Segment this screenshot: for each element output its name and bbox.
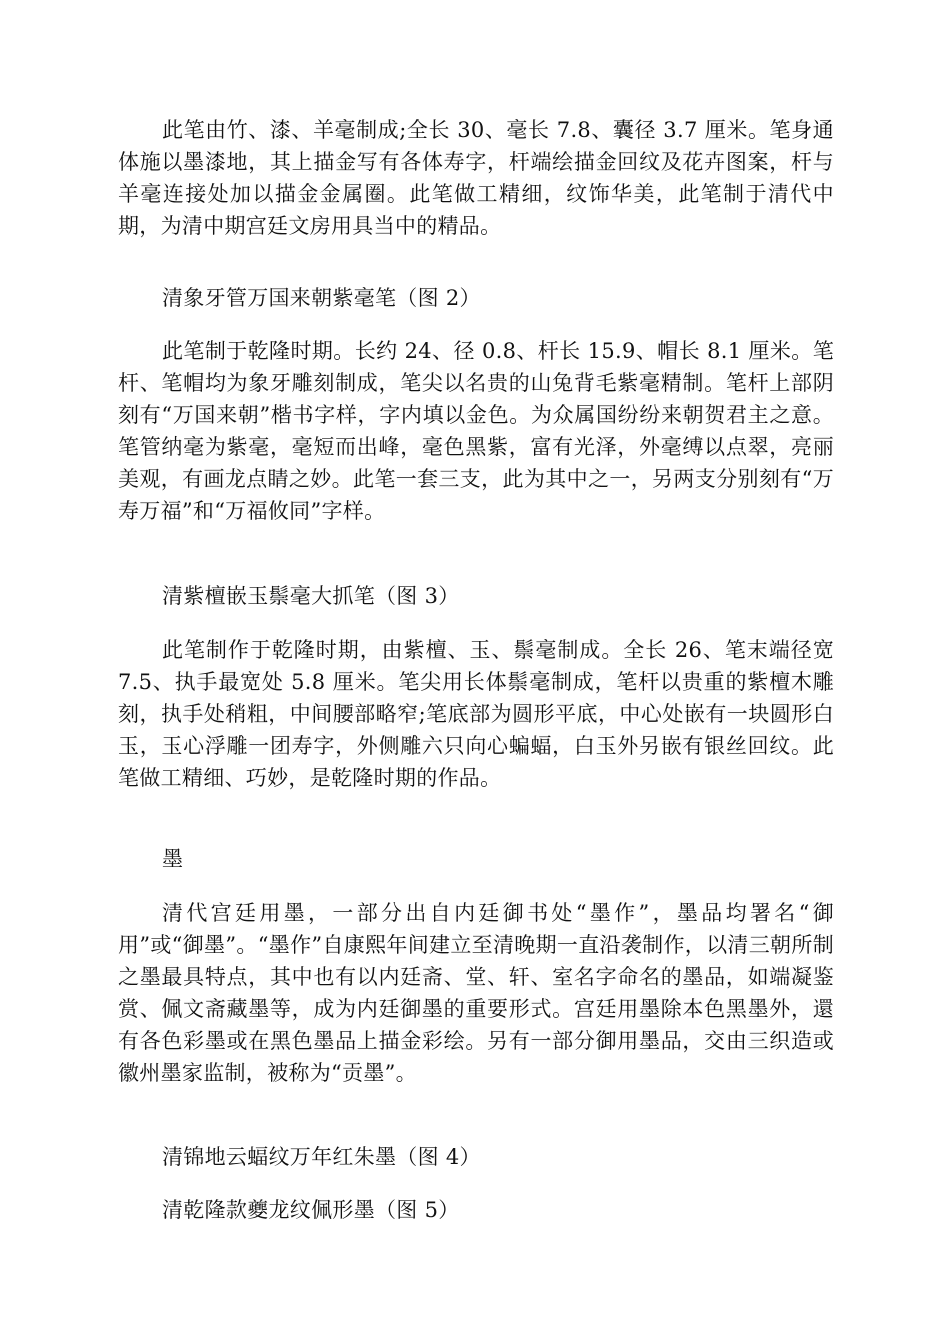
heading-red-ink-stick: 清锦地云蝠纹万年红朱墨（图 4） bbox=[162, 1145, 481, 1169]
paragraph-ink-description: 清代宫廷用墨，一部分出自内廷御书处“墨作”，墨品均署名“御用”或“御墨”。“墨作”自康熙年间建立至清晚期一直沿袭制作，以清三朝所制之墨最具特点，其中也有以内廷斋、堂、轩、室名字命名的墨品，如端凝鉴赏、佩文斋藏墨等，成为内廷御墨的重要形式。宫廷用墨除本色黑墨外，還有各色彩墨或在黑色墨品上描金彩绘。另有一部分御用墨品，交由三织造或徽州墨家监制，被称为“贡墨”。 bbox=[118, 901, 834, 1085]
heading-ivory-brush: 清象牙管万国来朝紫毫笔（图 2） bbox=[162, 286, 481, 310]
heading-sandalwood-brush: 清紫檀嵌玉鬃毫大抓笔（图 3） bbox=[162, 584, 460, 608]
heading-ink: 墨 bbox=[162, 847, 184, 871]
heading-pendant-ink-stick: 清乾隆款夔龙纹佩形墨（图 5） bbox=[162, 1198, 460, 1222]
paragraph-sandalwood-brush-description: 此笔制作于乾隆时期，由紫檀、玉、鬃毫制成。全长 26、笔末端径宽 7.5、执手最宽处 5.8 厘米。笔尖用长体鬃毫制成，笔杆以贵重的紫檀木雕刻，执手处稍粗，中间腰部略窄;笔底部为圆形平底，中心处嵌有一块圆形白玉，玉心浮雕一团寿字，外侧雕六只向心蝙蝠，白玉外另嵌有银丝回纹。此笔做工精细、巧妙，是乾隆时期的作品。 bbox=[118, 638, 834, 790]
paragraph-brush-1-description: 此笔由竹、漆、羊毫制成;全长 30、毫长 7.8、囊径 3.7 厘米。笔身通体施以墨漆地，其上描金写有各体寿字，杆端绘描金回纹及花卉图案，杆与羊毫连接处加以描金金属圈。此笔做工精细，纹饰华美，此笔制于清代中期，为清中期宫廷文房用具当中的精品。 bbox=[118, 118, 834, 238]
paragraph-ivory-brush-description: 此笔制于乾隆时期。长约 24、径 0.8、杆长 15.9、帽长 8.1 厘米。笔杆、笔帽均为象牙雕刻制成，笔尖以名贵的山兔背毛紫毫精制。笔杆上部阴刻有“万国来朝”楷书字样，字内填以金色。为众属国纷纷来朝贺君主之意。笔管纳毫为紫毫，毫短而出峰，毫色黑紫，富有光泽，外毫缚以点翠，亮丽美观，有画龙点睛之妙。此笔一套三支，此为其中之一，另两支分别刻有“万寿万福”和“万福攸同”字样。 bbox=[118, 339, 834, 523]
